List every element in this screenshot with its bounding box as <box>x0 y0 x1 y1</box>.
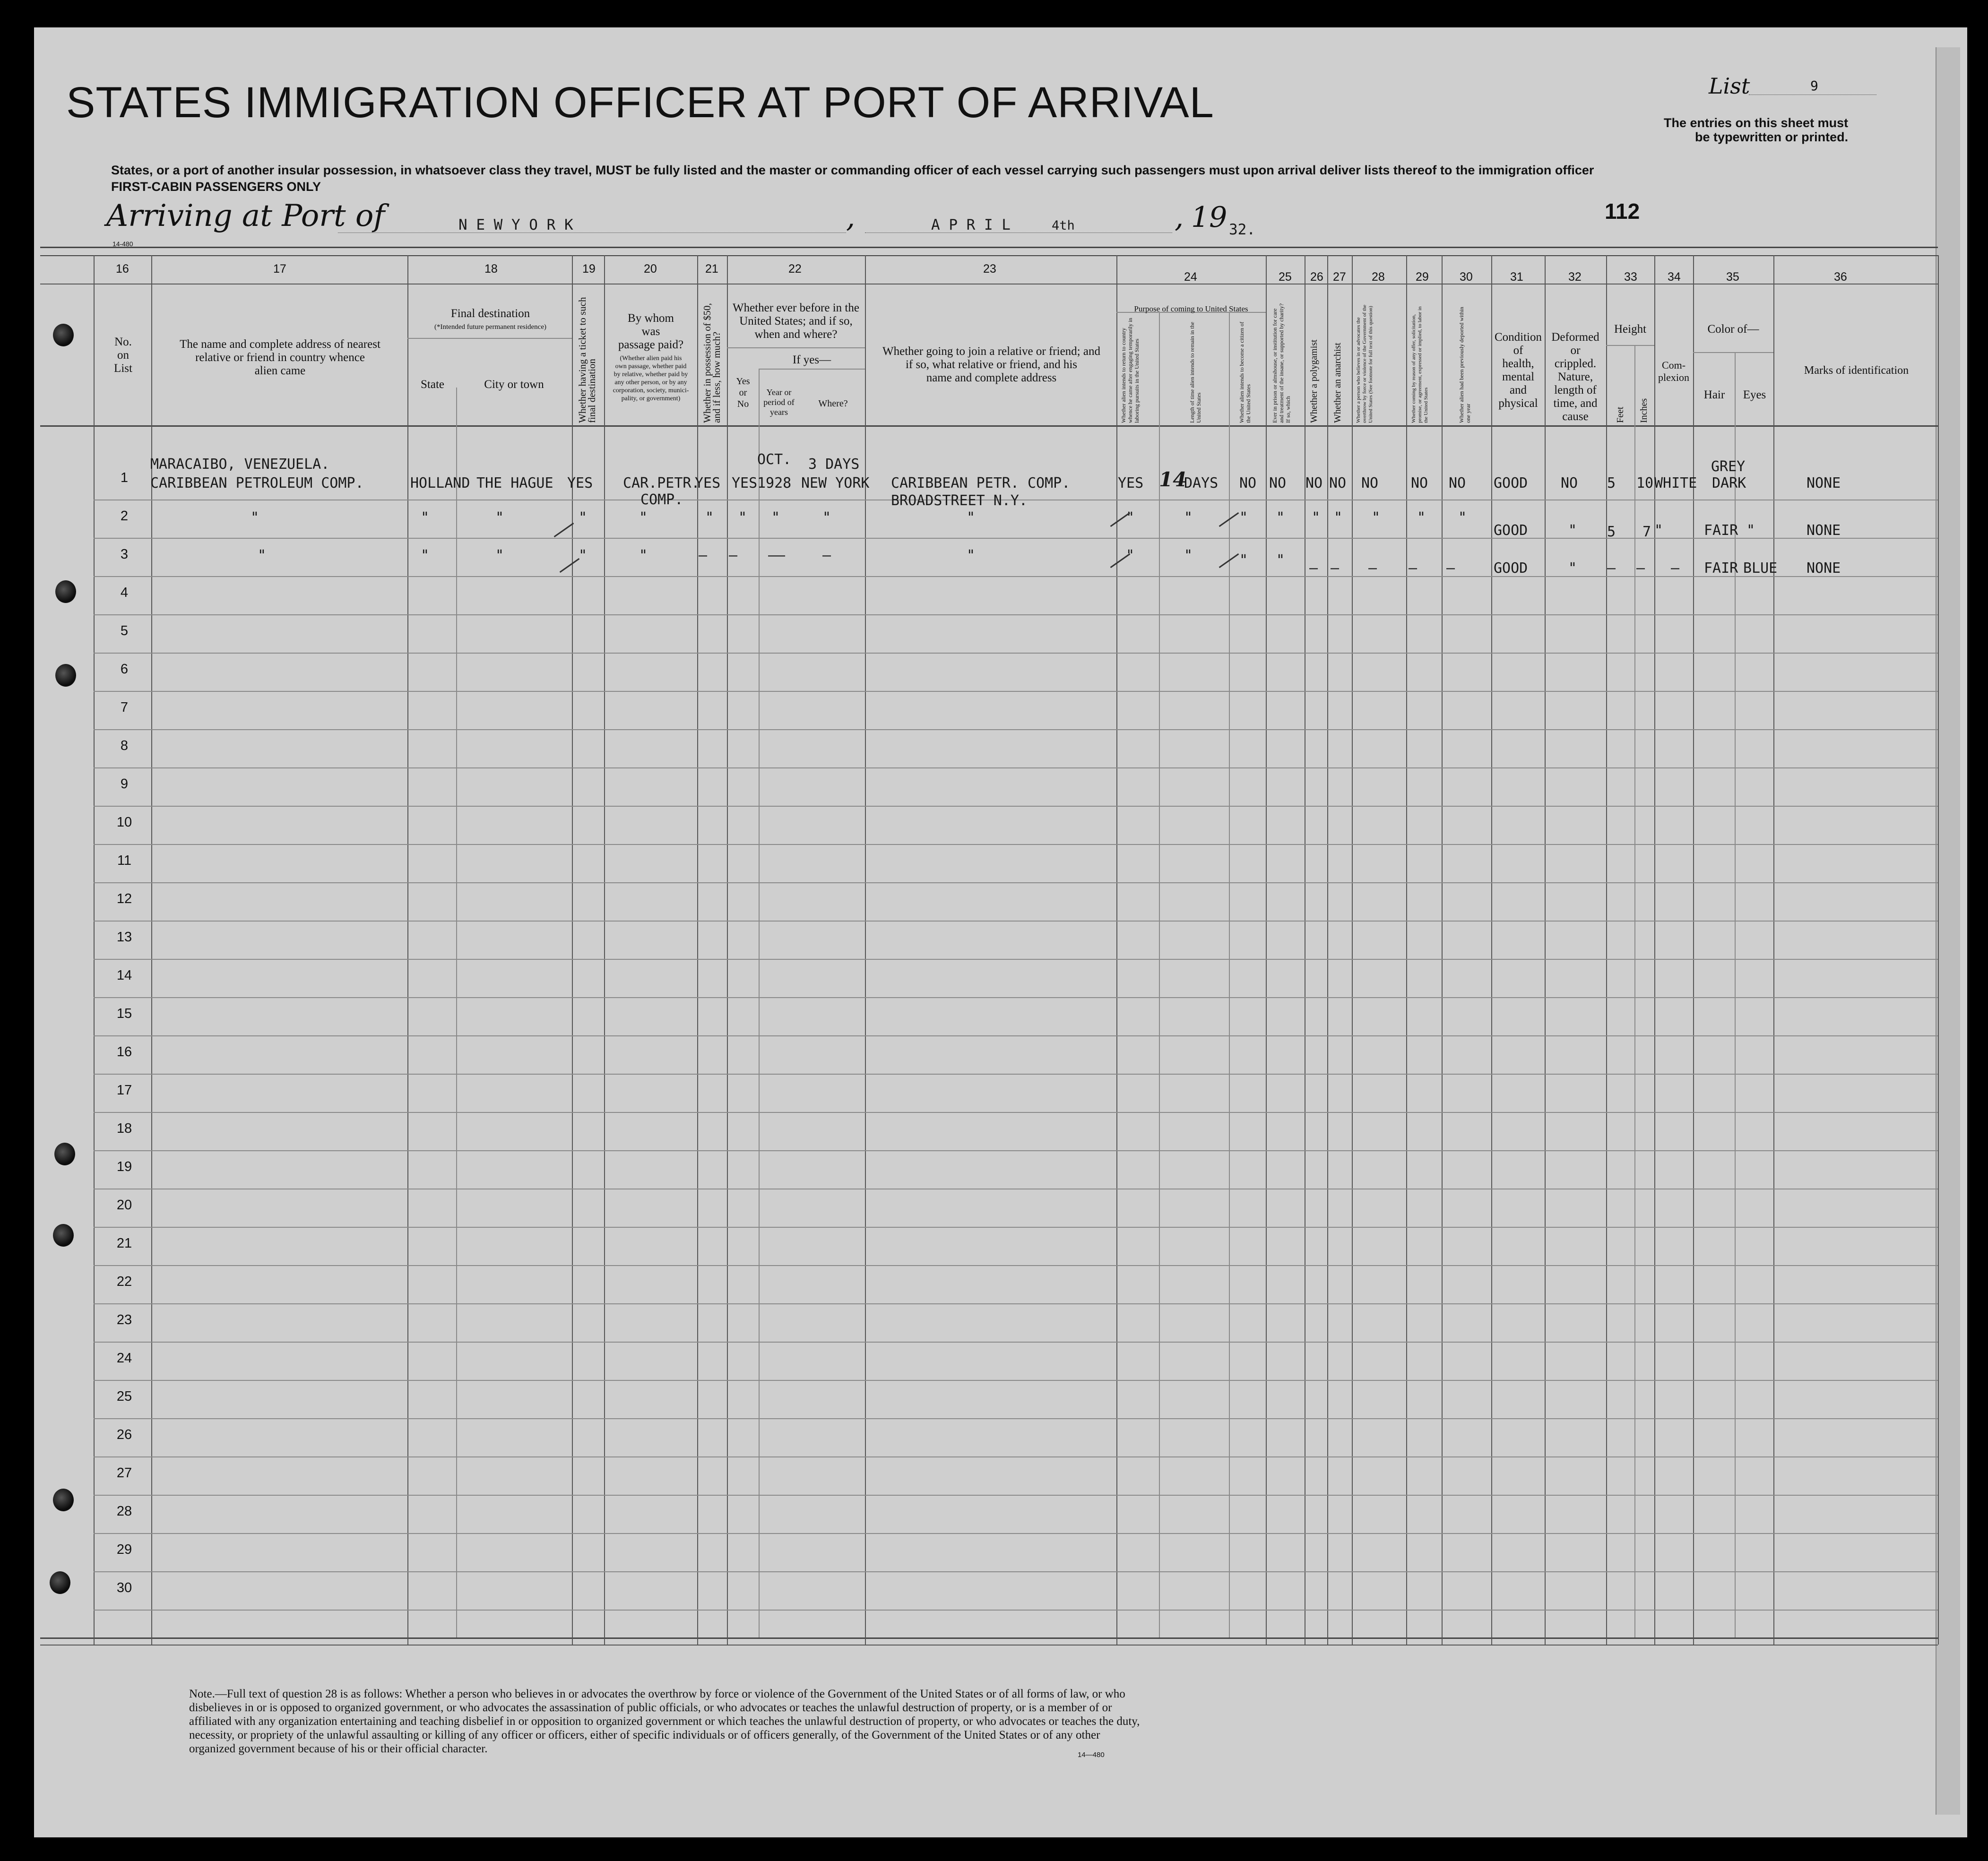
col-number: 29 <box>1416 270 1429 284</box>
before-year-2: 1928 <box>757 475 792 491</box>
destination-state: " <box>421 547 430 564</box>
header-length-stay: Length of time alien intends to remain in the United States <box>1189 322 1202 423</box>
col-number: 16 <box>116 262 129 276</box>
header-no-on-list: No. on List <box>114 336 132 375</box>
col-number: 26 <box>1310 270 1323 284</box>
row-number: 9 <box>120 776 129 792</box>
hair-value: DARK <box>1712 475 1746 491</box>
row-number: 4 <box>120 585 129 600</box>
before-where-2: NEW YORK <box>801 475 870 491</box>
before-year-1: OCT. <box>757 451 792 468</box>
height-inches: 7 <box>1642 524 1651 540</box>
header-deformed: Deformed or crippled. Nature, length of time, and cause <box>1551 331 1599 423</box>
destination-state: HOLLAND <box>410 475 470 491</box>
row-number: 17 <box>116 1083 132 1098</box>
before-yes-no: YES <box>732 475 758 491</box>
header-eyes: Eyes <box>1743 388 1766 401</box>
row-number: 15 <box>116 1006 132 1021</box>
relative-value: " <box>251 509 259 526</box>
port-value: N E W Y O R K <box>458 216 573 233</box>
fifty-value: " <box>705 509 714 526</box>
row-number: 14 <box>116 968 132 983</box>
header-marks: Marks of identification <box>1804 364 1909 377</box>
row-number: 20 <box>116 1198 132 1213</box>
header-fifty-dollars: Whether in possession of $50, and if less, how much? <box>701 303 722 423</box>
relative-line-1: MARACAIBO, VENEZUELA. <box>150 456 330 473</box>
header-purpose: Purpose of coming to United States <box>1134 304 1248 313</box>
intro-line-2: FIRST-CABIN PASSENGERS ONLY <box>111 180 321 194</box>
header-nearest-relative: The name and complete address of nearest relative or friend in country whence alien came <box>180 338 380 377</box>
punch-hole <box>54 1143 75 1165</box>
relative-line-2: CARIBBEAN PETROLEUM COMP. <box>150 475 364 491</box>
page-edge <box>1936 47 1960 1815</box>
header-year-period: Year or period of years <box>763 388 795 417</box>
day-value: 4th <box>1052 218 1075 233</box>
punch-hole <box>53 324 74 346</box>
header-feet: Feet <box>1615 406 1625 423</box>
length-value: " <box>1184 547 1193 564</box>
hair-value: FAIR <box>1704 522 1738 539</box>
row-number: 25 <box>116 1389 132 1404</box>
list-number: 9 <box>1810 78 1818 94</box>
header-become-citizen: Whether alien intends to become a citizen of the United States <box>1238 321 1252 423</box>
year-prefix: 19 <box>1191 201 1227 234</box>
header-labor-offer: Whether coming by reason of any offer, solicitation, promise, or agreement, expressed or implied, to labor in the United States <box>1411 306 1429 423</box>
col-number: 17 <box>273 262 286 276</box>
row-number: 11 <box>117 853 132 868</box>
paid-by-value: " <box>639 509 648 526</box>
header-yes-no: Yes or No <box>736 376 750 409</box>
row-number: 27 <box>116 1465 132 1481</box>
before-where-1: 3 DAYS <box>808 456 860 473</box>
row-number: 24 <box>116 1351 132 1366</box>
header-ever-before: Whether ever before in the United States; and if so, when and where? <box>733 302 859 341</box>
month-value: A P R I L <box>931 216 1011 233</box>
return-value: " <box>1126 509 1135 526</box>
complexion-value: " <box>1654 522 1663 539</box>
header-ticket: Whether having a ticket to such final destination <box>577 297 597 423</box>
destination-state: " <box>421 509 430 526</box>
col-number: 27 <box>1333 270 1346 284</box>
return-value: YES <box>1118 475 1144 491</box>
header-joining-relative: Whether going to join a relative or friend; and if so, what relative or friend, and his name and complete address <box>882 345 1100 384</box>
header-state: State <box>421 378 444 391</box>
ticket-value: " <box>579 509 588 526</box>
header-deported: Whether alien had been previously deported within one year <box>1458 307 1471 423</box>
deported-value: NO <box>1449 475 1466 491</box>
joining-value: " <box>967 509 976 526</box>
page-number: 112 <box>1605 199 1640 224</box>
before-where: – <box>822 547 831 564</box>
header-height: Height <box>1614 323 1647 336</box>
citizen-value: " <box>1239 509 1248 526</box>
height-feet: – <box>1607 560 1616 577</box>
punch-hole <box>55 664 76 687</box>
height-inches: – <box>1636 560 1645 577</box>
header-intends-return: Whether alien intends to return to country whence he came after engaging temporarily in laboring pursuits in the United States <box>1120 318 1140 423</box>
before-year: –– <box>768 547 786 564</box>
punch-hole <box>50 1571 70 1594</box>
header-prison: Ever in prison or almshouse, or institution for care and treatment of the insane, or supported by charity? If so, which <box>1271 303 1291 423</box>
arriving-label: Arriving at Port of <box>106 198 385 233</box>
citizen-value: NO <box>1239 475 1257 491</box>
row-number: 29 <box>116 1542 132 1557</box>
header-final-destination: Final destination (*Intended future permanent residence) <box>434 307 546 331</box>
height-feet: 5 <box>1607 475 1616 491</box>
anarchist-value: " <box>1334 509 1343 526</box>
punch-hole <box>53 1489 74 1511</box>
col-number: 20 <box>644 262 657 276</box>
col-number: 36 <box>1834 270 1847 284</box>
row-number: 1 <box>120 470 129 485</box>
polygamist-value: – <box>1309 560 1318 577</box>
deformed-value: NO <box>1561 475 1578 491</box>
before-where: " <box>822 509 831 526</box>
return-value: " <box>1126 547 1135 564</box>
row-number: 12 <box>116 891 132 906</box>
header-health: Condition of health, mental and physical <box>1494 331 1542 410</box>
deformed-value: " <box>1568 522 1577 539</box>
marks-value: NONE <box>1806 475 1841 491</box>
col-number: 32 <box>1568 270 1582 284</box>
ticket-value: " <box>579 547 588 564</box>
header-overthrow: Whether a person who believes in or advocates the overthrow by force or violence of the Government of the United States (See footnote for full text of this question) <box>1356 304 1374 423</box>
prison-value: NO <box>1269 475 1287 491</box>
header-hair: Hair <box>1703 388 1725 401</box>
form-title: STATES IMMIGRATION OFFICER AT PORT OF ARRIVAL <box>66 78 1214 127</box>
row-number: 22 <box>116 1274 132 1289</box>
list-label: List <box>1709 73 1750 99</box>
header-city: City or town <box>484 378 544 391</box>
eyes-value: BLUE <box>1743 560 1778 577</box>
header-if-yes: If yes— <box>792 353 831 366</box>
eyes-value: GREY <box>1711 458 1746 475</box>
punch-hole <box>55 580 76 603</box>
hair-value: FAIR <box>1704 560 1738 577</box>
citizen-value: " <box>1239 552 1248 569</box>
prison-value: " <box>1276 552 1285 569</box>
polygamist-value: NO <box>1305 475 1323 491</box>
overthrow-value: – <box>1368 560 1377 577</box>
labor-value: " <box>1417 509 1426 526</box>
before-yes-no: " <box>738 509 747 526</box>
overthrow-value: " <box>1372 509 1381 526</box>
eyes-value: " <box>1746 522 1755 539</box>
fifty-value: YES <box>695 475 721 491</box>
col-number: 34 <box>1668 270 1681 284</box>
row-number: 19 <box>116 1159 132 1174</box>
col-number: 30 <box>1460 270 1473 284</box>
header-passage-paid: By whom was passage paid? (Whether alien paid his own passage, whether paid by relative, whether paid by any other person, or by any corporation, society, munici- pality, or government) <box>613 312 689 402</box>
before-yes-no: – <box>729 547 738 564</box>
row-number: 6 <box>120 662 129 677</box>
overthrow-value: NO <box>1361 475 1379 491</box>
row-number: 16 <box>116 1044 132 1060</box>
prison-value: " <box>1276 509 1285 526</box>
col-number: 21 <box>705 262 718 276</box>
col-number: 35 <box>1726 270 1739 284</box>
header-complexion: Com- plexion <box>1658 359 1689 383</box>
marks-value: NONE <box>1806 522 1841 539</box>
intro-line-1: States, or a port of another insular possession, in whatsoever class they travel, MUST be fully listed and the master or commanding officer of each vessel carrying such passengers must upon arrival deliver lists thereof to the immigration officer <box>111 163 1594 177</box>
destination-city: " <box>495 509 504 526</box>
anarchist-value: – <box>1331 560 1340 577</box>
destination-city: THE HAGUE <box>476 475 553 491</box>
row-number: 23 <box>116 1312 132 1327</box>
form-number-bottom: 14—480 <box>1078 1751 1105 1759</box>
row-number: 26 <box>116 1427 132 1442</box>
paid-by-line-1: CAR.PETR. <box>623 475 700 491</box>
length-value: " <box>1184 509 1193 526</box>
deported-value: – <box>1446 560 1455 577</box>
complexion-value: – <box>1671 560 1680 577</box>
header-inches: Inches <box>1639 398 1649 423</box>
punch-hole <box>53 1224 74 1247</box>
length-number: 14 <box>1159 468 1187 491</box>
health-value: GOOD <box>1494 475 1528 491</box>
row-number: 30 <box>116 1580 132 1595</box>
header-where: Where? <box>818 398 848 409</box>
col-number: 23 <box>983 262 996 276</box>
anarchist-value: NO <box>1329 475 1347 491</box>
labor-value: – <box>1409 560 1418 577</box>
paid-by-value: " <box>639 547 648 564</box>
col-number: 33 <box>1624 270 1637 284</box>
complexion-value: WHITE <box>1654 475 1697 491</box>
before-year: " <box>771 509 780 526</box>
labor-value: NO <box>1411 475 1428 491</box>
polygamist-value: " <box>1312 509 1321 526</box>
destination-city: " <box>495 547 504 564</box>
health-value: GOOD <box>1494 522 1528 539</box>
deported-value: " <box>1458 509 1467 526</box>
year-suffix: 32. <box>1229 221 1255 238</box>
footnote-question-28: Note.—Full text of question 28 is as follows: Whether a person who believes in or advocates the overthrow by force or violence of the Government of the United States or of all forms of law, or who disbelieves in or is opposed to organized government, or who advocates the assassination of public officials, or who advocates or teaches the unlawful destruction of property, or is a member of or affiliated with any organization entertaining and teaching disbelief in or opposition to organized government or which teaches the unlawful destruction of property, or who advocates or teaches the duty, necessity, or propriety of the unlawful assaulting or killing of any officer or officers, either of specific individuals or of officers generally, of the Government of the United States or of any other organized government because of his or their official character. <box>189 1688 1140 1755</box>
manifest-sheet <box>34 27 1967 1837</box>
col-number: 31 <box>1510 270 1523 284</box>
row-number: 5 <box>120 623 129 638</box>
form-number-top: 14-480 <box>112 240 133 248</box>
row-number: 10 <box>116 815 132 830</box>
height-inches: 10 <box>1636 475 1654 491</box>
deformed-value: " <box>1568 560 1577 577</box>
row-number: 2 <box>120 508 129 524</box>
joining-line-1: CARIBBEAN PETR. COMP. <box>891 475 1071 491</box>
relative-value: " <box>258 547 267 564</box>
header-color-of: Color of— <box>1707 323 1759 336</box>
length-unit: DAYS <box>1184 475 1219 491</box>
height-feet: 5 <box>1607 524 1616 540</box>
joining-value: " <box>967 547 976 564</box>
col-number: 24 <box>1184 270 1197 284</box>
joining-line-2: BROADSTREET N.Y. <box>891 492 1028 509</box>
health-value: GOOD <box>1494 560 1528 577</box>
fifty-value: – <box>699 547 708 564</box>
row-number: 7 <box>120 700 129 715</box>
col-number: 25 <box>1279 270 1292 284</box>
entries-note: The entries on this sheet must be typewritten or printed. <box>1664 116 1849 144</box>
ticket-value: YES <box>567 475 593 491</box>
col-number: 28 <box>1372 270 1385 284</box>
header-polygamist: Whether a polygamist <box>1309 339 1319 423</box>
row-number: 3 <box>120 547 129 562</box>
paid-by-line-2: COMP. <box>640 491 683 508</box>
row-number: 28 <box>116 1504 132 1519</box>
header-anarchist: Whether an anarchist <box>1332 343 1343 423</box>
row-number: 21 <box>116 1236 132 1251</box>
col-number: 22 <box>788 262 802 276</box>
row-number: 13 <box>116 930 132 945</box>
col-number: 19 <box>582 262 596 276</box>
marks-value: NONE <box>1806 560 1841 577</box>
row-number: 18 <box>116 1121 132 1136</box>
col-number: 18 <box>484 262 498 276</box>
row-number: 8 <box>120 738 129 753</box>
